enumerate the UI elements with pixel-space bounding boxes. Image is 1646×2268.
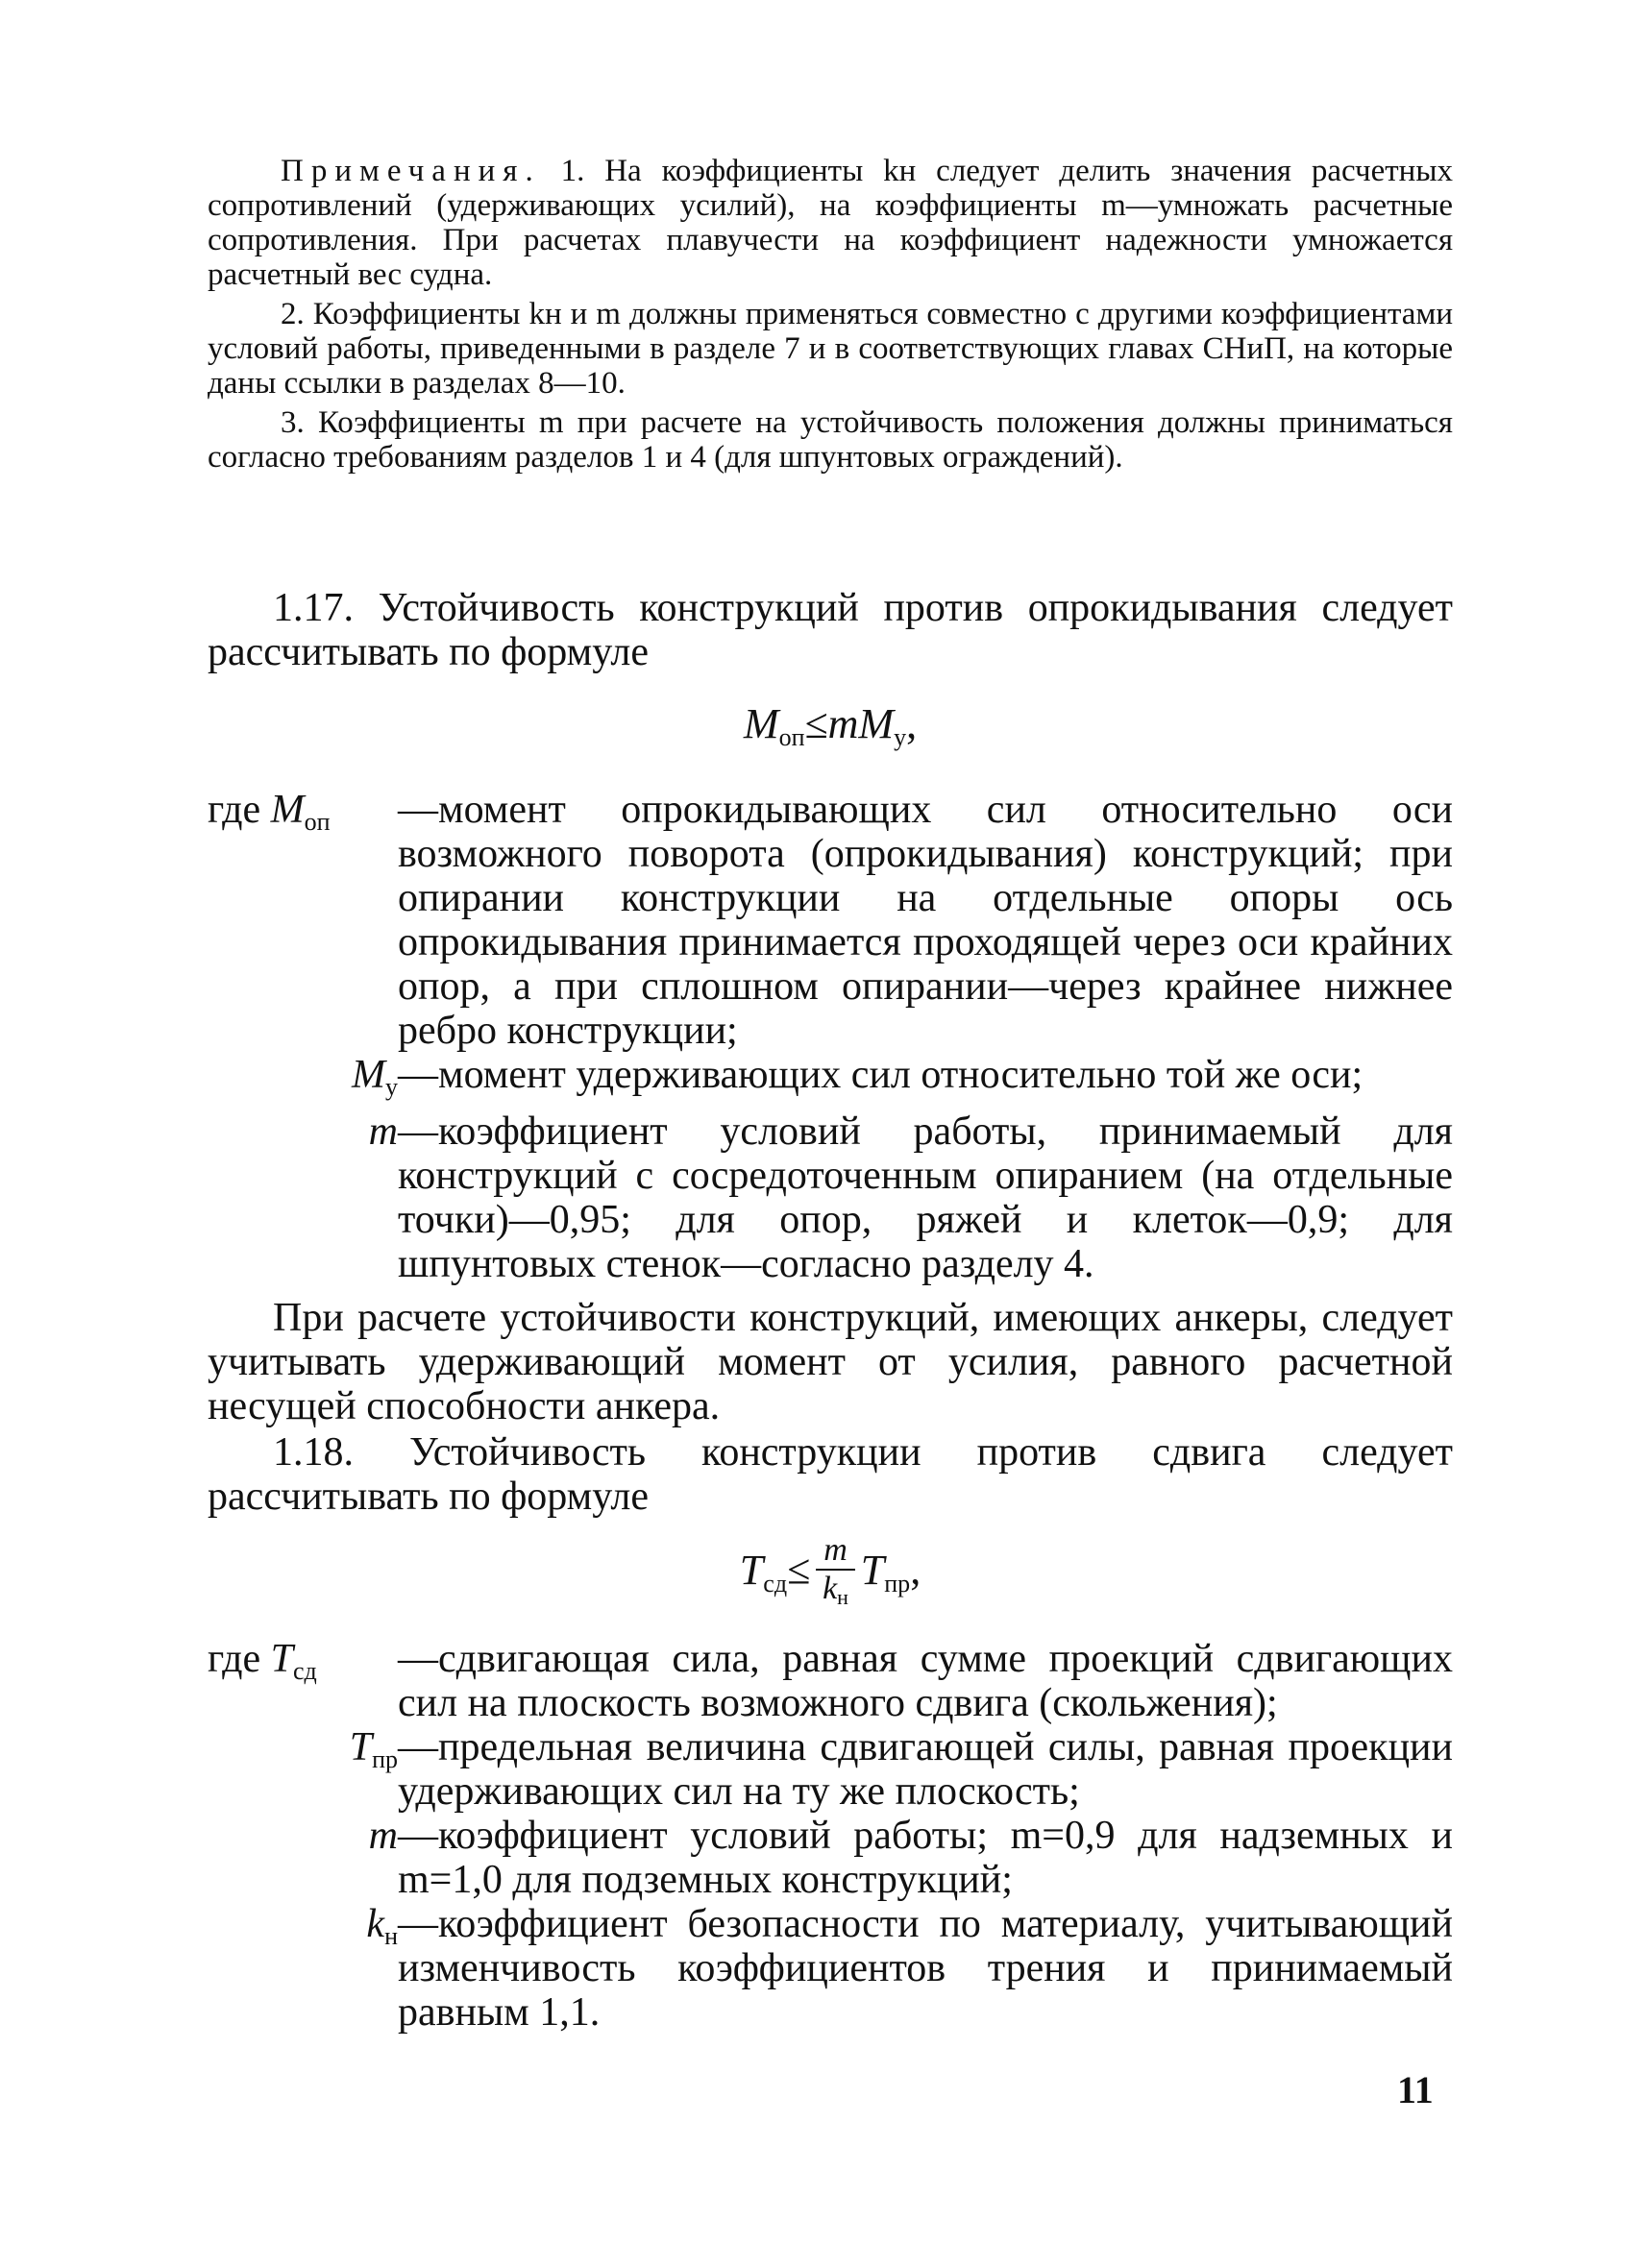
- definition-term: m: [368, 1814, 398, 1858]
- note-2: [208, 297, 1453, 401]
- note-1: [208, 154, 1453, 292]
- definition-text: —момент удерживающих сил относительно той же оси;: [398, 1053, 1363, 1097]
- page-number: 11: [1397, 2068, 1434, 2111]
- note-2-text: 2. Коэффициенты kн и m должны применяться совместно с другими коэффициентами условий работы, приведенными в разделе 7 и в соответствующих главах СНиП, на которые даны ссылки в разделах 8—10.: [208, 297, 1453, 401]
- definition-k-n: [208, 1902, 1453, 2035]
- definition-term: m: [368, 1110, 398, 1154]
- definition-text: —коэффициент условий работы, принимаемый для конструкций с сосредоточенным опиранием (на отдельные точки)—0,95; для опор, ряжей и клеток—0,9; для шпунтовых стенок—согласно разделу 4.: [398, 1110, 1453, 1286]
- formula-shear: $T_{сд}\le$ $\frac{m}{k_н}$ $T_{пр}$,: [208, 1532, 1453, 1616]
- definition-text: —сдвигающая сила, равная сумме проекций сдвигающих сил на плоскость возможного сдвига (скольжения);: [398, 1637, 1453, 1725]
- formula-rhs: $mM_у$: [827, 700, 907, 751]
- definition-m-op: [208, 788, 1453, 1053]
- definition-text: —коэффициент безопасности по материалу, учитывающий изменчивость коэффициентов трения и принимаемый равным 1,1.: [398, 1902, 1453, 2035]
- formula-lhs: $T_{сд}$: [739, 1546, 788, 1597]
- definition-text: —момент опрокидывающих сил относительно оси возможного поворота (опрокидывания) конструкций; при опирании конструкции на отдельные опоры ось опрокидывания принимается проходящей через оси крайних опор, а при сплошном опирании—через крайнее нижнее ребро конструкции;: [398, 788, 1453, 1053]
- note-1-text: 1. На коэффициенты kн следует делить значения расчетных сопротивлений (удерживающих усилий), на коэффициенты m—умножать расчетные сопротивления. При расчетах плавучести на коэффициент надежности умножается расчетный вес судна.: [208, 154, 1453, 292]
- formula-rhs: $T_{пр}$: [860, 1546, 911, 1597]
- formula-fraction: $\frac{m}{k_н}$: [816, 1532, 855, 1616]
- definition-term: где $T_{сд}$: [208, 1637, 317, 1685]
- notes-block: [208, 154, 1453, 479]
- definition-term: $T_{пр}$: [349, 1725, 398, 1773]
- section-1-17-intro: 1.17. Устойчивость конструкций против опрокидывания следует рассчитывать по формуле: [208, 586, 1453, 674]
- definition-term: $M_у$: [352, 1053, 398, 1101]
- definition-t-sd: [208, 1637, 1453, 1725]
- definition-text: —предельная величина сдвигающей силы, равная проекции удерживающих сил на ту же плоскость;: [398, 1725, 1453, 1814]
- definition-m: [208, 1110, 1453, 1286]
- definition-term: где $M_{оп}$: [208, 788, 331, 836]
- note-3-text: 3. Коэффициенты m при расчете на устойчивость положения должны приниматься согласно требованиям разделов 1 и 4 (для шпунтовых ограждений).: [208, 405, 1453, 475]
- main-body: [208, 586, 1453, 2035]
- note-3: [208, 405, 1453, 475]
- anchors-paragraph: При расчете устойчивости конструкций, имеющих анкеры, следует учитывать удерживающий момент от усилия, равного расчетной несущей способности анкера.: [208, 1296, 1453, 1428]
- formula-overturning: $M_{оп}\le mM_у$,: [743, 700, 918, 751]
- definition-text: —коэффициент условий работы; m=0,9 для надземных и m=1,0 для подземных конструкций;: [398, 1814, 1453, 1902]
- definition-t-pr: [208, 1725, 1453, 1814]
- formula-relation: ≤: [787, 1546, 811, 1594]
- formula-relation: ≤: [804, 700, 828, 747]
- section-1-18-intro: 1.18. Устойчивость конструкции против сдвига следует рассчитывать по формуле: [208, 1430, 1453, 1519]
- definition-m-shear: [208, 1814, 1453, 1902]
- definition-m-u: [208, 1053, 1453, 1110]
- notes-heading: Примечания.: [281, 154, 541, 188]
- definition-term: $k_н$: [366, 1902, 398, 1950]
- formula-lhs: $M_{оп}$: [743, 700, 805, 751]
